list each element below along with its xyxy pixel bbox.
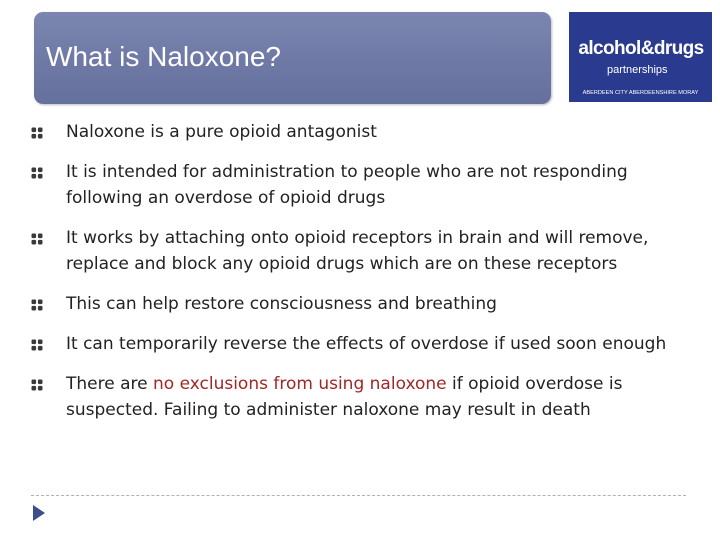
bullet-list bbox=[30, 119, 690, 437]
title-banner bbox=[34, 12, 551, 104]
bullet-item bbox=[30, 371, 690, 423]
logo-sub-text: partnerships bbox=[607, 64, 668, 76]
four-leaf-bullet-icon bbox=[31, 127, 43, 139]
bullet-text-before: There are bbox=[66, 374, 153, 394]
bullet-text: It can temporarily reverse the effects of overdose if used soon enough bbox=[66, 334, 667, 354]
highlighted-text: no exclusions from using naloxone bbox=[153, 374, 447, 394]
four-leaf-bullet-icon bbox=[31, 167, 43, 179]
four-leaf-bullet-icon bbox=[31, 299, 43, 311]
bullet-item bbox=[30, 119, 690, 145]
logo bbox=[569, 12, 712, 102]
bullet-item bbox=[30, 291, 690, 317]
bullet-text bbox=[66, 374, 622, 420]
bullet-text: This can help restore consciousness and breathing bbox=[66, 294, 497, 314]
navigation-arrow-icon bbox=[33, 505, 45, 521]
footer-divider bbox=[31, 495, 686, 496]
logo-areas-text: ABERDEEN CITY ABERDEENSHIRE MORAY bbox=[582, 90, 699, 96]
bullet-item bbox=[30, 159, 690, 211]
bullet-item bbox=[30, 225, 690, 277]
four-leaf-bullet-icon bbox=[31, 233, 43, 245]
slide-title: What is Naloxone? bbox=[46, 41, 282, 72]
bullet-text: It is intended for administration to people who are not responding following an overdose of opioid drugs bbox=[66, 162, 628, 208]
bullet-item bbox=[30, 331, 690, 357]
bullet-text: It works by attaching onto opioid receptors in brain and will remove, replace and block any opioid drugs which are on these receptors bbox=[66, 228, 649, 274]
logo-main-text: alcohol&drugs bbox=[578, 38, 704, 59]
bullet-text: Naloxone is a pure opioid antagonist bbox=[66, 122, 377, 142]
four-leaf-bullet-icon bbox=[31, 379, 43, 391]
four-leaf-bullet-icon bbox=[31, 339, 43, 351]
bullet-text-after: if opioid overdose is suspected. Failing to administer naloxone may result in death bbox=[66, 374, 623, 420]
